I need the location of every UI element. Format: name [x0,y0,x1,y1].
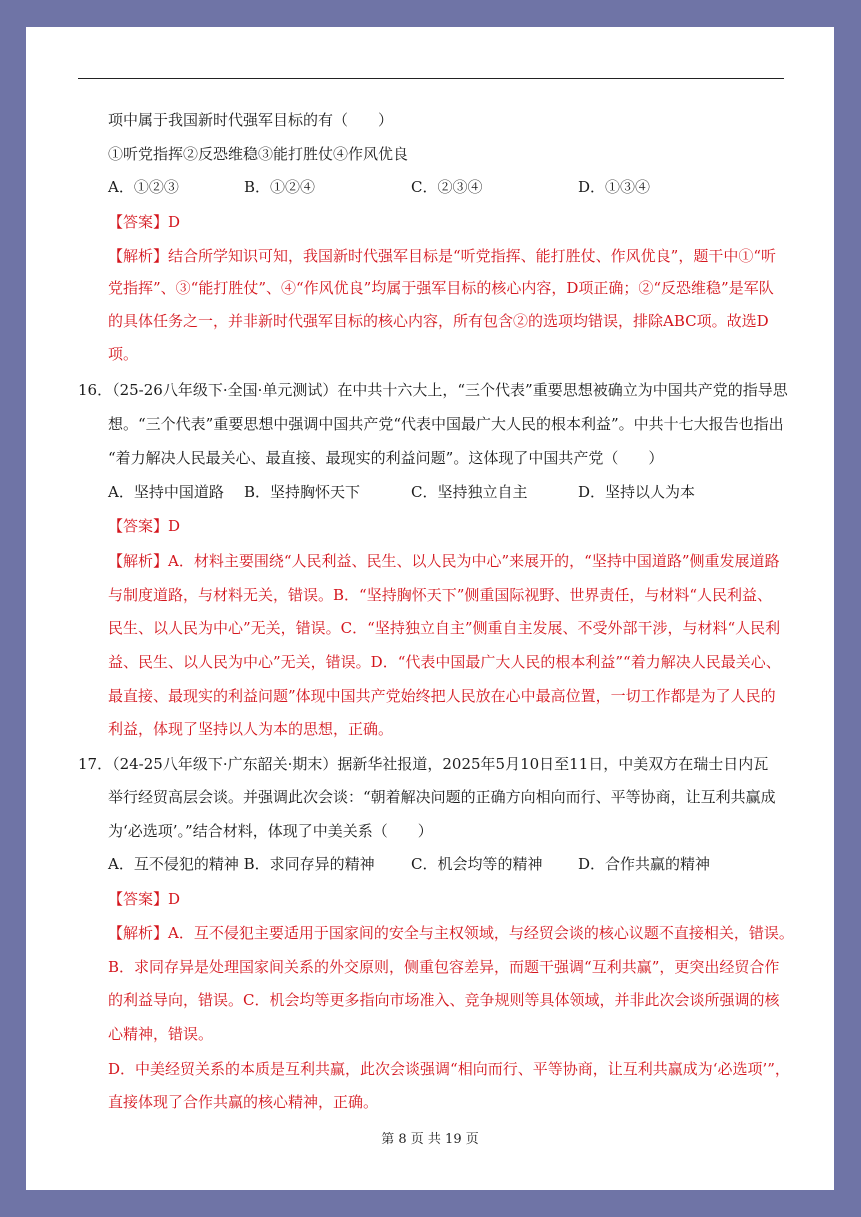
q15-option-b: B．①②④ [244,178,316,196]
q15-analysis-line: 的具体任务之一，并非新时代强军目标的核心内容，所有包含②的选项均错误，排除ABC项。故选D [108,312,769,330]
q16-stem-line: 想。“三个代表”重要思想中强调中国共产党“代表中国最广大人民的根本利益”。中共十七大报告也指出 [108,415,784,433]
q17-analysis-line: D．中美经贸关系的本质是互利共赢，此次会谈强调“相向而行、平等协商，让互利共赢成为‘必选项’”， [108,1060,790,1078]
q15-answer: 【答案】D [108,213,181,231]
q16-analysis-line: 利益，体现了坚持以人为本的思想，正确。 [108,720,394,738]
q16-option-a: A．坚持中国道路 [108,483,224,501]
q17-stem-line: 17．（24-25八年级下·广东韶关·期末）据新华社报道，2025年5月10日至11日，中美双方在瑞士日内瓦 [78,755,769,773]
q17-option-c: C．机会均等的精神 [411,855,543,873]
q17-analysis-line: 的利益导向，错误。C．机会均等更多指向市场准入、竞争规则等具体领域，并非此次会谈所强调的核 [108,991,780,1009]
header-rule [78,78,784,79]
q15-analysis-line: 【解析】结合所学知识可知，我国新时代强军目标是“听党指挥、能打胜仗、作风优良”，题干中①“听 [108,247,777,265]
q16-stem-line: “着力解决人民最关心、最直接、最现实的利益问题”。这体现了中国共产党（ ） [108,449,664,467]
q17-option-d: D．合作共赢的精神 [578,855,711,873]
q16-analysis-line: 最直接、最现实的利益问题”体现中国共产党始终把人民放在心中最高位置，一切工作都是为了人民的 [108,687,776,705]
q16-analysis-line: 与制度道路，与材料无关，错误。B．“坚持胸怀天下”侧重国际视野、世界责任，与材料“人民利益、 [108,586,773,604]
q16-analysis-line: 益、民生、以人民为中心”无关，错误。D．“代表中国最广大人民的根本利益”“着力解决人民最关心、 [108,653,781,671]
q16-analysis-line: 【解析】A．材料主要围绕“人民利益、民生、以人民为中心”来展开的，“坚持中国道路”侧重发展道路 [108,552,780,570]
q16-option-d: D．坚持以人为本 [578,483,696,501]
q17-analysis-line: 心精神，错误。 [108,1025,214,1043]
q17-analysis-line: B．求同存异是处理国家间关系的外交原则，侧重包容差异，而题干强调“互利共赢”，更突出经贸合作 [108,958,780,976]
q15-stem: 项中属于我国新时代强军目标的有（ ） [108,111,394,129]
document-page [26,27,834,1190]
q16-analysis-line: 民生、以人民为中心”无关，错误。C．“坚持独立自主”侧重自主发展、不受外部干涉，与材料“人民利 [108,619,781,637]
q17-stem-line: 举行经贸高层会谈。并强调此次会谈：“朝着解决问题的正确方向相向而行、平等协商，让互利共赢成 [108,788,776,806]
q16-option-b: B．坚持胸怀天下 [244,483,361,501]
q17-stem-line: 为‘必选项’。”结合材料，体现了中美关系（ ） [108,822,433,840]
q15-analysis-line: 项。 [108,345,139,363]
q15-items: ①听党指挥②反恐维稳③能打胜仗④作风优良 [108,145,409,163]
q15-option-a: A．①②③ [108,178,179,196]
q15-option-d: D．①③④ [578,178,651,196]
q16-option-c: C．坚持独立自主 [411,483,528,501]
q17-answer: 【答案】D [108,890,181,908]
q16-answer: 【答案】D [108,517,181,535]
q17-option-ab: A．互不侵犯的精神 B．求同存异的精神 [108,855,375,873]
q15-analysis-line: 党指挥”、③“能打胜仗”、④“作风优良”均属于强军目标的核心内容，D项正确；②“反恐维稳”是军队 [108,279,774,297]
q17-analysis-line: 【解析】A．互不侵犯主要适用于国家间的安全与主权领域，与经贸会谈的核心议题不直接相关，错误。 [108,924,794,942]
q17-analysis-line: 直接体现了合作共赢的核心精神，正确。 [108,1093,379,1111]
q16-stem-line: 16．（25-26八年级下·全国·单元测试）在中共十六大上，“三个代表”重要思想被确立为中国共产党的指导思 [78,381,788,399]
q15-option-c: C．②③④ [411,178,483,196]
page-number-footer: 第 8 页 共 19 页 [381,1132,479,1147]
